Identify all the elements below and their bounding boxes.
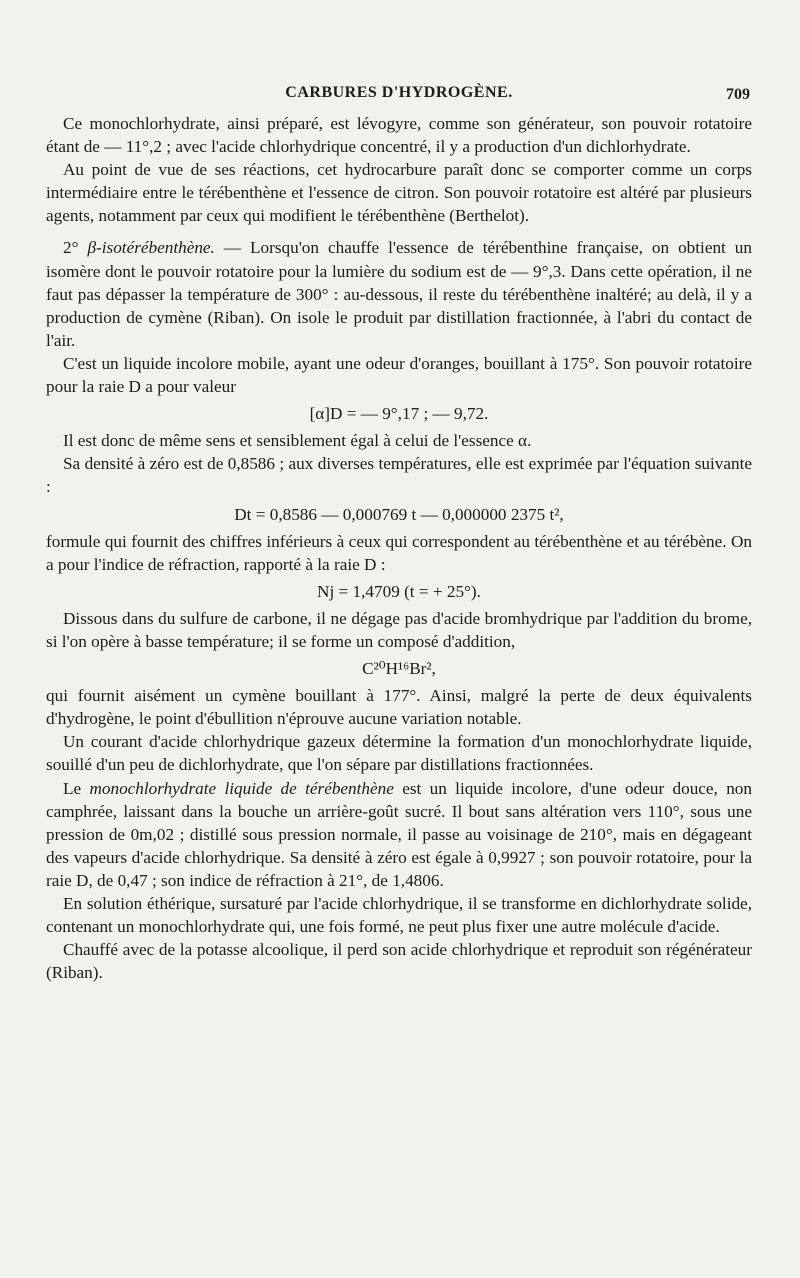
paragraph: Sa densité à zéro est de 0,8586 ; aux diverses températures, elle est exprimée par l'équation suivante : bbox=[46, 454, 752, 497]
page-body bbox=[46, 112, 752, 984]
paragraph: En solution éthérique, sursaturé par l'acide chlorhydrique, il se transforme en dichlorhydrate solide, contenant un monochlorhydrate qui, une fois formé, ne peut plus fixer une autre molécule d'acide. bbox=[46, 894, 752, 937]
paragraph: Chauffé avec de la potasse alcoolique, il perd son acide chlorhydrique et reproduit son régénérateur (Riban). bbox=[46, 940, 752, 983]
formula-density: Dt = 0,8586 — 0,000769 t — 0,000000 2375 t², bbox=[234, 504, 564, 524]
paragraph-text: — Lorsqu'on chauffe l'essence de térébenthine française, on obtient un isomère dont le pouvoir rotatoire pour la lumière du sodium est de — 9°,3. Dans cette opération, il ne faut pas dépasser la température de 300° : au-dessous, il reste du térébenthène inaltéré; au delà, il y a production de cymène (Riban). On isole le produit par distillation fractionnée, à l'abri du contact de l'air. bbox=[46, 238, 752, 350]
paragraph-text: est un liquide incolore, d'une odeur douce, non camphrée, laissant dans la bouche un arrière-goût sucré. Il bout sans altération vers 110°, sous une pression de 0m,02 ; distillé sous pression normale, il passe au voisinage de 210°, mais en dégageant des vapeurs d'acide chlorhydrique. Sa densité à zéro est égale à 0,9927 ; son pouvoir rotatoire, pour la raie D, de 0,47 ; son indice de réfraction à 21°, de 1,4806. bbox=[46, 778, 752, 890]
paragraph-monochlorhydrate bbox=[46, 777, 752, 892]
paragraph: Au point de vue de ses réactions, cet hydrocarbure paraît donc se comporter comme un corps intermédiaire entre le térébenthène et l'essence de citron. Son pouvoir rotatoire est altéré par plusieurs agents, notamment par ceux qui modifient le térébenthène (Berthelot). bbox=[46, 160, 752, 226]
page-header bbox=[46, 84, 752, 106]
running-title: CARBURES D'HYDROGÈNE. bbox=[285, 84, 513, 101]
paragraph: Un courant d'acide chlorhydrique gazeux détermine la formation d'un monochlorhydrate liquide, souillé d'un peu de dichlorhydrate, que l'on sépare par distillations fractionnées. bbox=[46, 732, 752, 775]
paragraph: Dissous dans du sulfure de carbone, il ne dégage pas d'acide bromhydrique par l'addition du brome, si l'on opère à basse température; il se forme un composé d'addition, bbox=[46, 608, 752, 651]
paragraph: C'est un liquide incolore mobile, ayant une odeur d'oranges, bouillant à 175°. Son pouvoir rotatoire pour la raie D a pour valeur bbox=[46, 353, 752, 397]
italic-term: monochlorhydrate liquide de térébenthène bbox=[89, 778, 394, 798]
formula-rotatory-power: [α]D = — 9°,17 ; — 9,72. bbox=[309, 404, 489, 424]
formula-chemical: C²⁰H¹⁶Br², bbox=[362, 659, 436, 679]
paragraph-lead: Le bbox=[63, 778, 90, 798]
paragraph: Il est donc de même sens et sensiblement égal à celui de l'essence α. bbox=[63, 431, 532, 451]
paragraph: qui fournit aisément un cymène bouillant à 177°. Ainsi, malgré la perte de deux équivalents d'hydrogène, le point d'ébullition n'éprouve aucune variation notable. bbox=[46, 686, 752, 729]
paragraph: Ce monochlorhydrate, ainsi préparé, est lévogyre, comme son générateur, son pouvoir rotatoire étant de — 11°,2 ; avec l'acide chlorhydrique concentré, il y a production d'un dichlorhydrate. bbox=[46, 114, 752, 157]
page-number: 709 bbox=[726, 86, 750, 103]
paragraph: formule qui fournit des chiffres inférieurs à ceux qui correspondent au térébenthène et au térébène. On a pour l'indice de réfraction, rapporté à la raie D : bbox=[46, 531, 752, 574]
section-heading: β-isotérébenthène. bbox=[87, 238, 215, 258]
section-number: 2° bbox=[63, 238, 88, 258]
paragraph-beta-isoterebenthene bbox=[46, 236, 752, 351]
formula-refraction-index: Nj = 1,4709 (t = + 25°). bbox=[317, 581, 481, 601]
